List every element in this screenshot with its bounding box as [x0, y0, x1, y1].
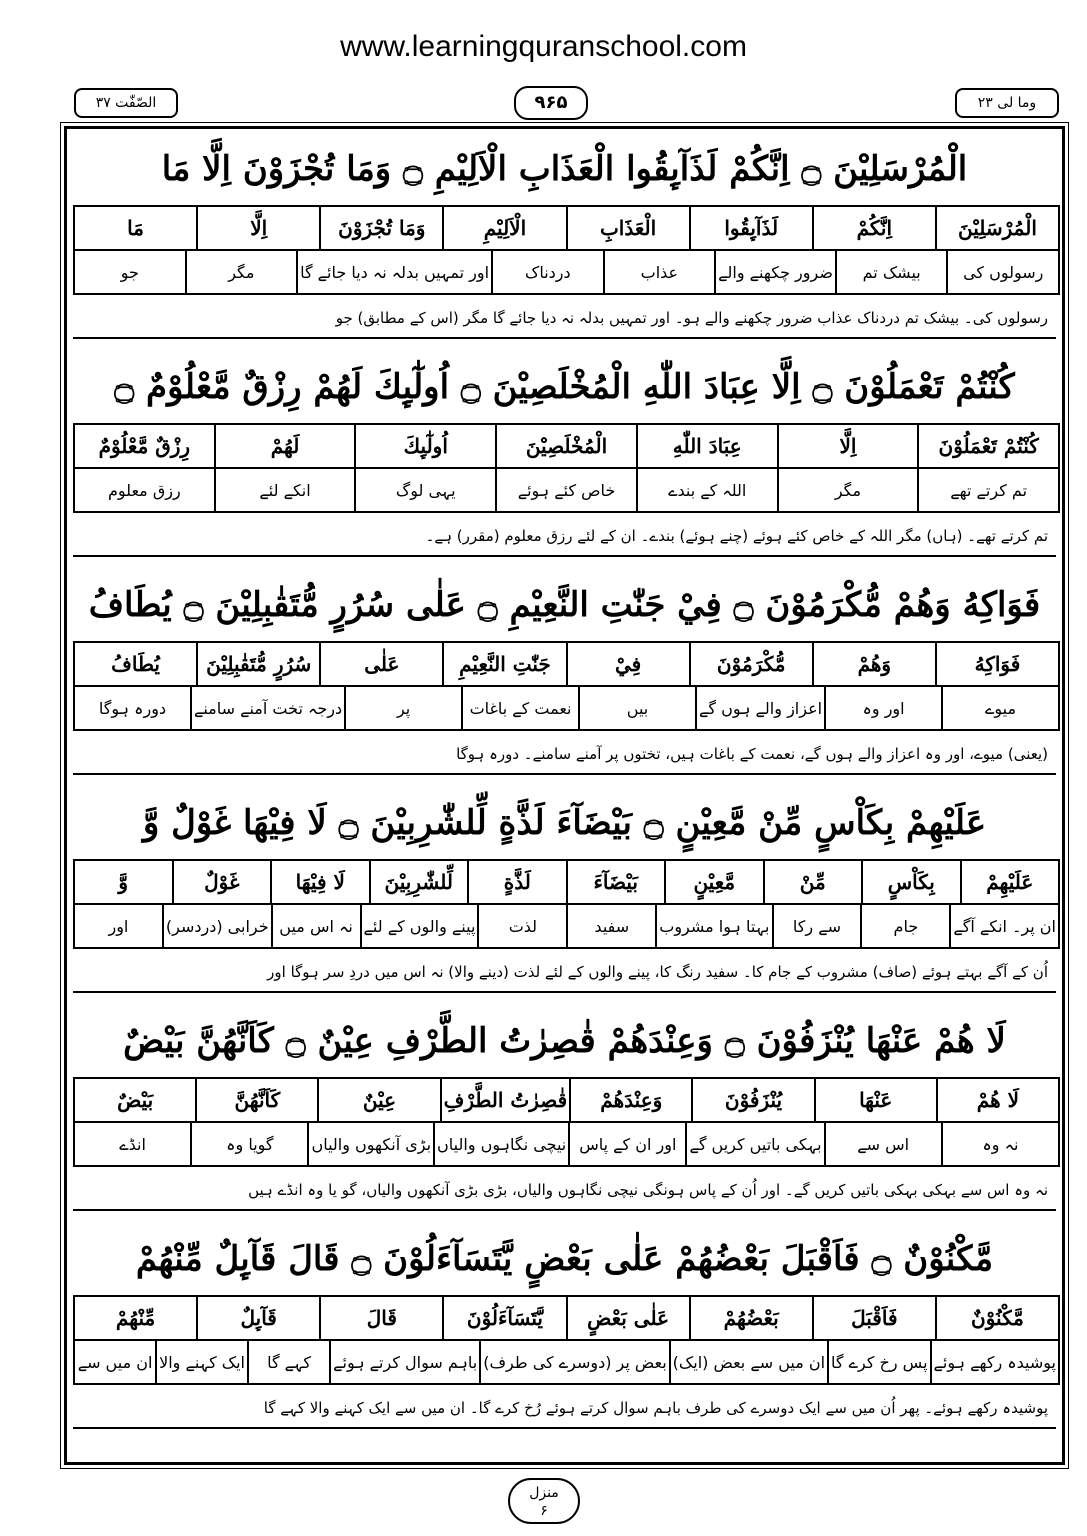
arabic-word-cell: مَا [127, 216, 144, 240]
manzil-number: ۶ [540, 1503, 548, 1519]
urdu-meaning-cell: یہی لوگ [354, 469, 495, 511]
urdu-meaning-cell: انڈے [119, 1134, 146, 1154]
urdu-meaning-cell: مگر [777, 469, 918, 511]
arabic-word-cell: وَمَا تُجْزَوْنَ [319, 207, 442, 249]
urdu-meaning-cell: پر [344, 687, 461, 729]
urdu-meaning-cell: پینے والوں کے لئے [360, 905, 478, 947]
arabic-verse-line: فَوَاكِهُ وَهُمْ مُّكْرَمُوْنَ ۝ فِيْ جَنّٰتِ النَّعِيْمِ ۝ عَلٰى سُرُرٍ مُّتَقٰبِلِيْنَ ۝ يُطَافُ [88, 585, 1041, 625]
arabic-word-cell: يَّتَسَآءَلُوْنَ [442, 1297, 565, 1339]
arabic-word-cell: مَّكْنُوْنٌ [935, 1297, 1058, 1339]
arabic-word-cell: لِّلشّٰرِبِيْنَ [369, 861, 468, 903]
urdu-translation-line: تم کرتے تھے۔ (ہاں) مگر اللہ کے خاص کئے ہوئے (چنے ہوئے) بندے۔ ان کے لئے رزق معلوم (مقرر) ہے۔ [73, 515, 1056, 557]
urdu-meaning-cell: جام [860, 905, 949, 947]
arabic-word-cell: وَهُمْ [812, 643, 935, 685]
para-label: وما لی ۲۳ [955, 88, 1059, 118]
urdu-meaning-cell: بڑی آنکھوں والیاں [307, 1123, 433, 1165]
arabic-word-cell: بَعْضُهُمْ [689, 1297, 812, 1339]
arabic-word-cell: الْاَلِيْمِ [442, 207, 565, 249]
arabic-word-cell: اِلَّا [777, 425, 918, 467]
urdu-meaning-cell: کہے گا [247, 1341, 329, 1383]
urdu-translation-line: پوشیدہ رکھے ہوئے۔ پھر اُن میں سے ایک دوسرے کی طرف باہم سوال کرتے ہوئے رُخ کرے گا۔ ان میں سے ایک کہنے والا کہے گا [73, 1387, 1056, 1429]
urdu-meaning-cell: نعمت کے باغات [461, 687, 578, 729]
arabic-words-row [75, 643, 1058, 685]
urdu-meaning-cell: میوے [941, 687, 1058, 729]
arabic-word-cell: وَّ [118, 870, 129, 894]
arabic-word-cell: عَلَيْهِمْ [960, 861, 1059, 903]
urdu-meaning-cell: اور وہ [824, 687, 941, 729]
urdu-meaning-cell: ضرور چکھنے والے [714, 251, 835, 293]
arabic-word-cell: اُولٰٓىِٕكَ [354, 425, 495, 467]
urdu-meaning-cell: اللہ کے بندے [636, 469, 777, 511]
urdu-meaning-cell: خرابی (دردسر) [162, 905, 271, 947]
urdu-meaning-cell: عذاب [603, 251, 715, 293]
arabic-word-cell: سُرُرٍ مُّتَقٰبِلِيْنَ [196, 643, 319, 685]
urdu-meaning-cell: خاص کئے ہوئے [495, 469, 636, 511]
arabic-verse-line: كُنْتُمْ تَعْمَلُوْنَ ۝ اِلَّا عِبَادَ اللّٰهِ الْمُخْلَصِيْنَ ۝ اُولٰٓىِٕكَ لَهُمْ رِزْقٌ مَّعْلُوْمٌ ۝ [114, 367, 1015, 407]
urdu-meaning-cell: لذت [477, 905, 566, 947]
arabic-word-cell: مَّعِيْنٍ [664, 861, 763, 903]
urdu-translation-line: (یعنی) میوے، اور وہ اعزاز والے ہوں گے، نعمت کے باغات ہیں، تختوں پر آمنے سامنے۔ دورہ ہوگا [73, 733, 1056, 775]
arabic-word-cell: قَآىِٕلٌ [196, 1297, 319, 1339]
urdu-meaning-cell: نیچی نگاہوں والیاں [433, 1123, 568, 1165]
word-by-word-table [73, 1295, 1060, 1385]
manzil-label: منزل [529, 1485, 559, 1501]
arabic-verse-line: مَّكْنُوْنٌ ۝ فَاَقْبَلَ بَعْضُهُمْ عَلٰى بَعْضٍ يَّتَسَآءَلُوْنَ ۝ قَالَ قَآىِٕلٌ مِّنْهُمْ [135, 1239, 994, 1279]
urdu-meaning-cell: بیشک تم [835, 251, 947, 293]
arabic-word-cell: لَا فِيْهَا [270, 861, 369, 903]
word-by-word-table [73, 641, 1060, 731]
arabic-words-row [75, 1297, 1058, 1339]
verse-section [67, 353, 1062, 571]
urdu-meaning-cell: اور ان کے پاس [568, 1123, 685, 1165]
urdu-meaning-cell: مگر [185, 251, 297, 293]
arabic-word-cell: رِزْقٌ مَّعْلُوْمٌ [98, 434, 191, 458]
urdu-meanings-row [75, 685, 1058, 729]
urdu-meaning-cell: اور [108, 916, 129, 936]
arabic-verse-line: عَلَيْهِمْ بِكَاْسٍ مِّنْ مَّعِيْنٍ ۝ بَيْضَآءَ لَذَّةٍ لِّلشّٰرِبِيْنَ ۝ لَا فِيْهَا غَوْلٌ وَّ [142, 803, 987, 843]
urdu-meaning-cell: اور تمہیں بدلہ نہ دیا جائے گا [296, 251, 491, 293]
arabic-words-row [75, 1079, 1058, 1121]
urdu-meaning-cell: تم کرتے تھے [917, 469, 1058, 511]
arabic-word-cell: مُّكْرَمُوْنَ [689, 643, 812, 685]
word-by-word-table [73, 423, 1060, 513]
verse-section [67, 135, 1062, 353]
urdu-meaning-cell: اعزاز والے ہوں گے [695, 687, 824, 729]
page-number: ۹۶۵ [514, 86, 588, 120]
urdu-meaning-cell: انکے لئے [214, 469, 355, 511]
arabic-word-cell: لَذَّةٍ [467, 861, 566, 903]
arabic-word-cell: يُنْزَفُوْنَ [691, 1079, 813, 1121]
verse-section [67, 1225, 1062, 1443]
arabic-word-cell: الْمُرْسَلِيْنَ [935, 207, 1058, 249]
arabic-word-cell: كُنْتُمْ تَعْمَلُوْنَ [917, 425, 1058, 467]
arabic-word-cell: فَوَاكِهُ [935, 643, 1058, 685]
arabic-word-cell: عَنْهَا [814, 1079, 936, 1121]
arabic-word-cell: قٰصِرٰتُ الطَّرْفِ [440, 1079, 570, 1121]
urdu-meanings-row [75, 249, 1058, 293]
arabic-word-cell: عِبَادَ اللّٰهِ [636, 425, 777, 467]
urdu-meanings-row [75, 467, 1058, 511]
page-frame [64, 126, 1065, 1465]
arabic-word-cell: يُطَافُ [111, 652, 160, 676]
arabic-words-row [75, 861, 1058, 903]
arabic-words-row [75, 425, 1058, 467]
arabic-word-cell: مِّنْ [763, 861, 862, 903]
arabic-word-cell: عِيْنٌ [317, 1079, 439, 1121]
urdu-meaning-cell: بعض پر (دوسرے کی طرف) [479, 1341, 668, 1383]
urdu-meanings-row [75, 903, 1058, 947]
arabic-word-cell: بَيْضَآءَ [566, 861, 665, 903]
arabic-word-cell: فَاَقْبَلَ [812, 1297, 935, 1339]
arabic-word-cell: مِّنْهُمْ [115, 1306, 156, 1330]
site-url: www.learningquranschool.com [340, 30, 747, 63]
urdu-meaning-cell: پوشیدہ رکھے ہوئے [930, 1341, 1058, 1383]
word-by-word-table [73, 1077, 1060, 1167]
arabic-word-cell: الْمُخْلَصِيْنَ [495, 425, 636, 467]
page-header [64, 86, 1069, 122]
urdu-meaning-cell: گویا وہ [190, 1123, 307, 1165]
urdu-meaning-cell: ان میں سے بعض (ایک) [669, 1341, 827, 1383]
verse-section [67, 571, 1062, 789]
arabic-word-cell: غَوْلٌ [172, 861, 271, 903]
urdu-meaning-cell: درجہ تخت آمنے سامنے [190, 687, 344, 729]
arabic-word-cell: الْعَذَابِ [566, 207, 689, 249]
urdu-meaning-cell: باہم سوال کرتے ہوئے [329, 1341, 479, 1383]
urdu-meaning-cell: نہ اس میں [271, 905, 360, 947]
urdu-meaning-cell: بہتا ہوا مشروب [655, 905, 771, 947]
urdu-meanings-row [75, 1339, 1058, 1383]
arabic-word-cell: لَذَآىِٕقُوا [689, 207, 812, 249]
arabic-word-cell: فِيْ [566, 643, 689, 685]
urdu-meaning-cell: ان پر۔ انکے آگے [949, 905, 1058, 947]
arabic-word-cell: وَعِنْدَهُمْ [569, 1079, 691, 1121]
urdu-meaning-cell: سفید [566, 905, 655, 947]
arabic-word-cell: بِكَاْسٍ [861, 861, 960, 903]
word-by-word-table [73, 859, 1060, 949]
arabic-words-row [75, 207, 1058, 249]
urdu-meaning-cell: رسولوں کی [946, 251, 1058, 293]
arabic-word-cell: عَلٰى [319, 643, 442, 685]
arabic-word-cell: قَالَ [319, 1297, 442, 1339]
arabic-word-cell: لَا هُمْ [936, 1079, 1058, 1121]
urdu-meaning-cell: ان میں سے [77, 1352, 153, 1372]
urdu-meanings-row [75, 1121, 1058, 1165]
urdu-translation-line: اُن کے آگے بہتے ہوئے (صاف) مشروب کے جام کا۔ سفید رنگ کا، پینے والوں کے لئے لذت (دینے والا) نہ اس میں دردِ سر ہوگا اور [73, 951, 1056, 993]
surah-label: الصّفّٰت ۳۷ [74, 88, 178, 118]
word-by-word-table [73, 205, 1060, 295]
urdu-meaning-cell: بہکی باتیں کریں گے [685, 1123, 823, 1165]
urdu-translation-line: نہ وہ اس سے بہکی بہکی باتیں کریں گے۔ اور اُن کے پاس ہونگی نیچی نگاہوں والیاں، بڑی بڑی آنکھوں والیاں، گو یا وہ انڈے ہیں [73, 1169, 1056, 1211]
urdu-meaning-cell: ایک کہنے والا [155, 1341, 247, 1383]
urdu-meaning-cell: سے رکا [772, 905, 861, 947]
verse-section [67, 789, 1062, 1007]
verse-section [67, 1007, 1062, 1225]
arabic-word-cell: لَهُمْ [214, 425, 355, 467]
urdu-meaning-cell: نہ وہ [941, 1123, 1058, 1165]
arabic-word-cell: جَنّٰتِ النَّعِيْمِ [442, 643, 565, 685]
arabic-word-cell: عَلٰى بَعْضٍ [566, 1297, 689, 1339]
urdu-meaning-cell: جو [120, 262, 139, 282]
arabic-word-cell: اِلَّا [196, 207, 319, 249]
manzil-badge [508, 1478, 580, 1524]
urdu-meaning-cell: رزق معلوم [107, 480, 181, 500]
urdu-meaning-cell: پس رخ کرے گا [827, 1341, 929, 1383]
arabic-word-cell: بَيْضٌ [117, 1088, 154, 1112]
urdu-meaning-cell: دورہ ہوگا [98, 698, 167, 718]
arabic-word-cell: اِنَّكُمْ [812, 207, 935, 249]
arabic-verse-line: لَا هُمْ عَنْهَا يُنْزَفُوْنَ ۝ وَعِنْدَهُمْ قٰصِرٰتُ الطَّرْفِ عِيْنٌ ۝ كَاَنَّهُنَّ بَيْضٌ [123, 1021, 1006, 1061]
urdu-translation-line: رسولوں کی۔ بیشک تم دردناک عذاب ضرور چکھنے والے ہو۔ اور تمہیں بدلہ نہ دیا جائے گا مگر (اس کے مطابق) جو [73, 297, 1056, 339]
urdu-meaning-cell: اس سے [824, 1123, 941, 1165]
urdu-meaning-cell: دردناک [491, 251, 603, 293]
arabic-verse-line: الْمُرْسَلِيْنَ ۝ اِنَّكُمْ لَذَآىِٕقُوا الْعَذَابِ الْاَلِيْمِ ۝ وَمَا تُجْزَوْنَ اِلَّا مَا [161, 149, 968, 189]
arabic-word-cell: كَاَنَّهُنَّ [195, 1079, 317, 1121]
urdu-meaning-cell: بیں [578, 687, 695, 729]
